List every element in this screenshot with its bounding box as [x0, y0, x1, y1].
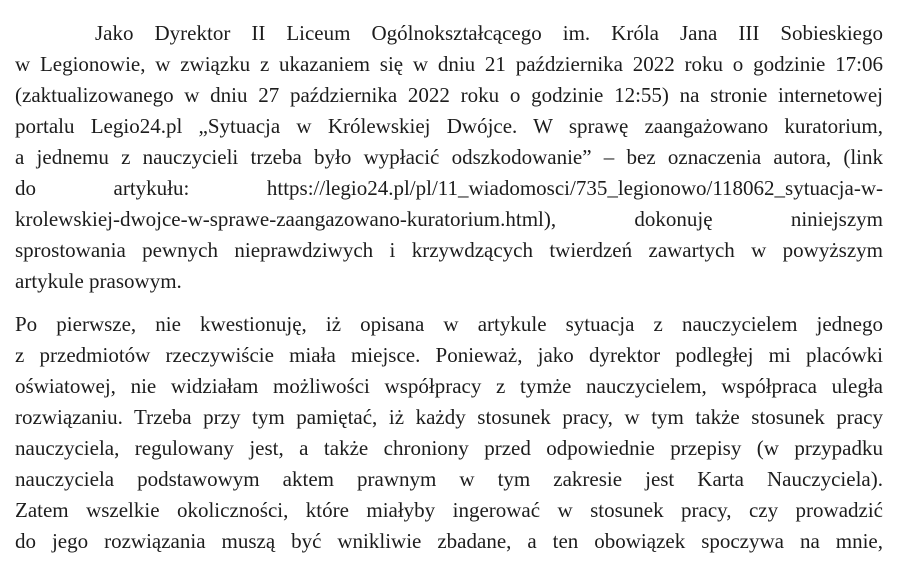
text-line: portalu Legio24.pl „Sytuacja w Królewskiej Dwójce. W sprawę zaangażowano kuratorium, — [15, 114, 883, 138]
text-line: Po pierwsze, nie kwestionuję, iż opisana w artykule sytuacja z nauczycielem jednego — [15, 312, 883, 336]
text-line: do jego rozwiązania muszą być wnikliwie zbadane, a ten obowiązek spoczywa na mnie, — [15, 529, 883, 553]
text-line: do artykułu: https://legio24.pl/pl/11_wiadomosci/735_legionowo/118062_sytuacja-w- — [15, 176, 883, 200]
text-line: Jako Dyrektor II Liceum Ogólnokształcącego im. Króla Jana III Sobieskiego — [95, 21, 883, 45]
text-line: w Legionowie, w związku z ukazaniem się w dniu 21 października 2022 roku o godzinie 17:06 — [15, 52, 883, 76]
text-line: oświatowej, nie widziałam możliwości współpracy z tymże nauczycielem, współpraca uległa — [15, 374, 883, 398]
text-line: nauczyciela podstawowym aktem prawnym w tym zakresie jest Karta Nauczyciela). — [15, 467, 883, 491]
text-line: nauczyciela, regulowany jest, a także chroniony przed odpowiednie przepisy (w przypadku — [15, 436, 883, 460]
text-line: krolewskiej-dwojce-w-sprawe-zaangazowano-kuratorium.html), dokonuję niniejszym — [15, 207, 883, 231]
text-line: z przedmiotów rzeczywiście miała miejsce. Ponieważ, jako dyrektor podległej mi placówki — [15, 343, 883, 367]
text-line: artykule prasowym. — [15, 269, 182, 293]
text-line: (zaktualizowanego w dniu 27 października 2022 roku o godzinie 12:55) na stronie internetowej — [15, 83, 883, 107]
text-line: rozwiązaniu. Trzeba przy tym pamiętać, iż każdy stosunek pracy, w tym także stosunek pracy — [15, 405, 883, 429]
text-line: a jednemu z nauczycieli trzeba było wypłacić odszkodowanie” – bez oznaczenia autora, (link — [15, 145, 883, 169]
text-line: sprostowania pewnych nieprawdziwych i krzywdzących twierdzeń zawartych w powyższym — [15, 238, 883, 262]
text-line: Zatem wszelkie okoliczności, które miałyby ingerować w stosunek pracy, czy prowadzić — [15, 498, 883, 522]
